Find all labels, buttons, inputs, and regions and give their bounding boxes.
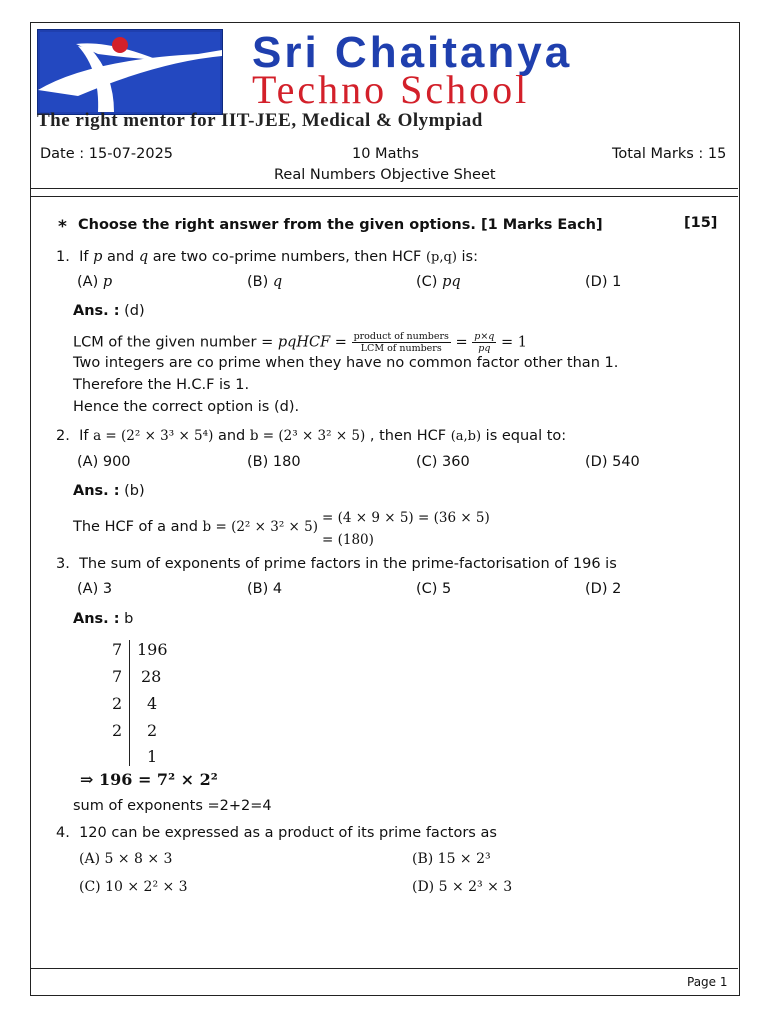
ladder-line bbox=[129, 640, 130, 766]
page-number: Page 1 bbox=[687, 975, 728, 989]
date-label: Date : 15-07-2025 bbox=[40, 146, 174, 162]
q4-option-c: (C) 10 × 2² × 3 bbox=[79, 879, 188, 895]
sheet-title: Real Numbers Objective Sheet bbox=[274, 167, 496, 183]
implies-arrow-icon: ⇒ bbox=[80, 770, 94, 789]
question-3: 3. The sum of exponents of prime factors in the prime-factorisation of 196 is bbox=[56, 556, 617, 572]
divisor: 2 bbox=[112, 721, 123, 740]
q3-option-d: (D) 2 bbox=[585, 581, 622, 597]
q2-option-a: (A) 900 bbox=[77, 454, 131, 470]
q2-option-c: (C) 360 bbox=[416, 454, 470, 470]
school-tagline: The right mentor for IIT-JEE, Medical & Olympiad bbox=[37, 110, 483, 131]
q1-option-a: (A) p bbox=[77, 274, 113, 290]
total-marks-label: Total Marks : 15 bbox=[612, 146, 727, 162]
instruction-star: * bbox=[58, 217, 67, 237]
quotient: 1 bbox=[147, 747, 158, 766]
q3-option-c: (C) 5 bbox=[416, 581, 452, 597]
q1-explanation-4: Hence the correct option is (d). bbox=[73, 399, 300, 415]
q2-option-b: (B) 180 bbox=[247, 454, 301, 470]
school-logo bbox=[37, 29, 223, 115]
q3-option-b: (B) 4 bbox=[247, 581, 283, 597]
q3-answer: Ans. : b bbox=[73, 611, 134, 627]
var-q: q bbox=[138, 249, 149, 265]
q1-pair: (p,q) bbox=[425, 250, 457, 265]
instruction-text: Choose the right answer from the given options. [1 Marks Each] bbox=[78, 217, 603, 233]
q2-option-d: (D) 540 bbox=[585, 454, 640, 470]
q4-option-a: (A) 5 × 8 × 3 bbox=[79, 851, 173, 867]
q1-explanation-1: LCM of the given number = pqHCF = $\frac{\text{product of numbers}}{\text{LCM of numbers}}$ = $\frac{p\times q}{pq}$ = 1 bbox=[73, 331, 527, 354]
q1-explanation-3: Therefore the H.C.F is 1. bbox=[73, 377, 250, 393]
header-divider-bottom bbox=[31, 196, 738, 197]
q1-explanation-2: Two integers are co prime when they have no common factor other than 1. bbox=[73, 355, 619, 371]
question-4: 4. 120 can be expressed as a product of its prime factors as bbox=[56, 825, 497, 841]
school-subtitle: Techno School bbox=[252, 67, 530, 112]
footer-divider bbox=[31, 968, 738, 969]
q3-option-a: (A) 3 bbox=[77, 581, 113, 597]
quotient: 28 bbox=[141, 667, 162, 686]
answer-value: (d) bbox=[124, 303, 145, 319]
division-ladder bbox=[108, 638, 188, 768]
logo-emblem-icon bbox=[38, 30, 222, 114]
subject-label: 10 Maths bbox=[352, 146, 419, 162]
q2-explanation-line-2: = (180) bbox=[322, 532, 374, 548]
q1-text-a: If bbox=[79, 249, 89, 265]
q4-option-d: (D) 5 × 2³ × 3 bbox=[412, 879, 513, 895]
question-2: 2. If a = (2² × 3³ × 5⁴) and b = (2³ × 3² × 5) , then HCF (a,b) is equal to: bbox=[56, 428, 567, 444]
question-1 bbox=[56, 249, 478, 265]
q3-explanation: sum of exponents =2+2=4 bbox=[73, 798, 272, 814]
q1-option-d: (D) 1 bbox=[585, 274, 622, 290]
var-p: p bbox=[93, 249, 103, 265]
q2-explanation-line-1: = (4 × 9 × 5) = (36 × 5) bbox=[322, 510, 490, 526]
q2-answer: Ans. : (b) bbox=[73, 483, 145, 499]
divisor: 7 bbox=[112, 640, 123, 659]
q2-explanation: The HCF of a and b = (2² × 3² × 5) bbox=[73, 519, 318, 535]
divisor: 2 bbox=[112, 694, 123, 713]
header-divider-top bbox=[31, 188, 738, 189]
divisor: 7 bbox=[112, 667, 123, 686]
q1-text-d: is: bbox=[461, 249, 478, 265]
q1-text-c: are two co-prime numbers, then HCF bbox=[152, 249, 422, 265]
quotient: 2 bbox=[147, 721, 158, 740]
q3-result: ⇒ 196 = 7² × 2² bbox=[80, 770, 218, 789]
q1-answer bbox=[73, 303, 145, 319]
q1-option-b: (B) q bbox=[247, 274, 283, 290]
question-number: 1. bbox=[56, 249, 70, 265]
school-name: Sri Chaitanya bbox=[252, 28, 573, 77]
q1-option-c: (C) pq bbox=[416, 274, 461, 290]
answer-label: Ans. : bbox=[73, 303, 120, 319]
quotient: 196 bbox=[137, 640, 168, 659]
q4-option-b: (B) 15 × 2³ bbox=[412, 851, 491, 867]
q1-text-b: and bbox=[106, 249, 135, 265]
instruction-marks: [15] bbox=[684, 215, 718, 231]
quotient: 4 bbox=[147, 694, 158, 713]
